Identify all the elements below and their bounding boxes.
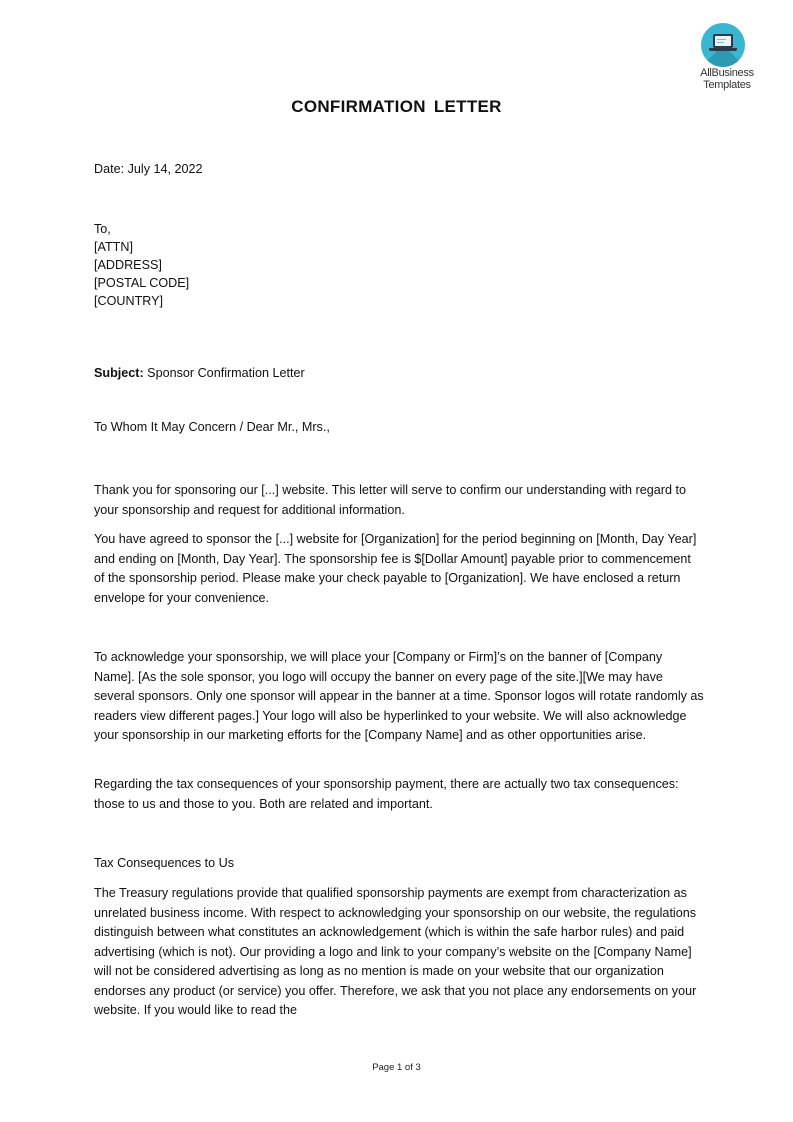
- paragraph: [94, 648, 704, 746]
- address-line: [ATTN]: [94, 240, 133, 254]
- paragraph: [94, 775, 704, 814]
- paragraph-text: Regarding the tax consequences of your sponsorship payment, there are actually two tax consequences: those to us and those to you. Both are related and important.: [94, 777, 679, 811]
- logo-line-1: AllBusiness: [700, 67, 754, 79]
- logo-text: [690, 67, 764, 91]
- address-line: [ADDRESS]: [94, 258, 162, 272]
- paragraph: [94, 530, 704, 608]
- salutation: To Whom It May Concern / Dear Mr., Mrs.,: [94, 420, 330, 434]
- address-line: [COUNTRY]: [94, 294, 164, 308]
- recipient-address: [94, 220, 704, 310]
- allbusiness-templates-logo: [690, 20, 770, 95]
- paragraph-text: To acknowledge your sponsorship, we will place your [Company or Firm]’s on the banner of [Company Name]. [As the sole sponsor, you logo will occupy the banner on every page of the site.][We may have several sponsors. Only one sponsor will appear in the banner at a time. Sponsor logos will rotate randomly as readers view different pages.] Your logo will also be hyperlinked to your website. We will also acknowledge your sponsorship in our marketing efforts for the [Company Name] and as other opportunities arise.: [94, 650, 704, 742]
- paragraph-text: The Treasury regulations provide that qualified sponsorship payments are exempt from characterization as unrelated business income. With respect to acknowledging your sponsorship on our website, the regulations distinguish between what constitutes an acknowledgement (which is within the safe harbor rules) and paid advertising (which is not). Our providing a logo and link to your company’s website on the [Company Name] will not be considered advertising as long as no mention is made on your website that our organization endorses any product (or service) you offer. Therefore, we ask that you not place any endorsements on your website. If you would like to read the: [94, 886, 697, 1017]
- address-to: To,: [94, 222, 111, 236]
- section-heading: Tax Consequences to Us: [94, 856, 235, 870]
- address-line: [POSTAL CODE]: [94, 276, 190, 290]
- page-footer: Page 1 of 3: [372, 1062, 421, 1073]
- paragraph: [94, 481, 704, 520]
- laptop-base: [709, 48, 737, 51]
- subject-line: [94, 364, 704, 384]
- paragraph: [94, 884, 704, 1021]
- paragraph-text: Thank you for sponsoring our [...] website. This letter will serve to confirm our understanding with regard to your sponsorship and request for additional information.: [94, 483, 686, 517]
- document-title: CONFIRMATION LETTER: [291, 97, 502, 116]
- date-line: Date: July 14, 2022: [94, 162, 203, 176]
- logo-circle: [701, 23, 745, 67]
- laptop-icon: [713, 34, 733, 48]
- subject-value: Sponsor Confirmation Letter: [143, 366, 305, 380]
- logo-line-2: Templates: [703, 79, 751, 91]
- paragraph-text: You have agreed to sponsor the [...] website for [Organization] for the period beginning on [Month, Day Year] and ending on [Month, Day Year]. The sponsorship fee is $[Dollar Amount] payable prior to commencement of the sponsorship period. Please make your check payable to [Organization]. We have enclosed a return envelope for your convenience.: [94, 532, 697, 605]
- subject-label: Subject:: [94, 366, 144, 380]
